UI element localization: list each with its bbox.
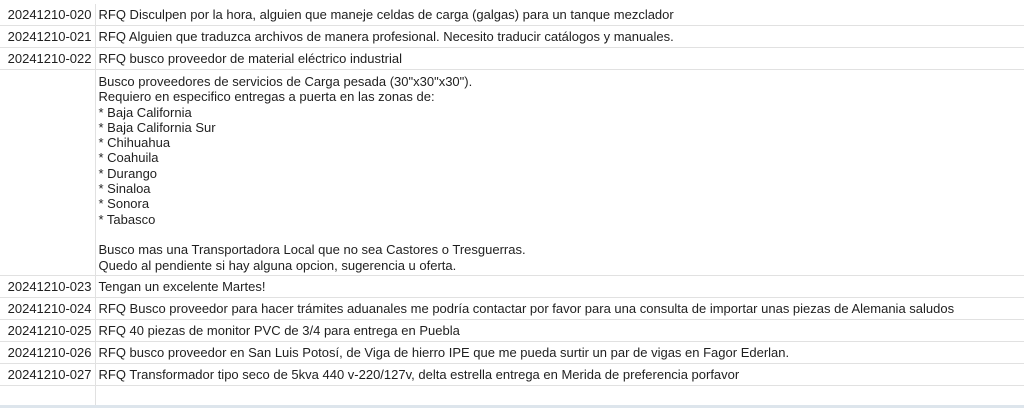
text-cell[interactable]: RFQ busco proveedor en San Luis Potosí, de Viga de hierro IPE que me pueda surtir un par de vigas en Fagor Ederlan.: [95, 341, 1024, 363]
text-cell[interactable]: RFQ Busco proveedor para hacer trámites aduanales me podría contactar por favor para una consulta de importar unas piezas de Alemania saludos: [95, 297, 1024, 319]
table-row: [0, 341, 1024, 363]
spreadsheet-grid: [0, 4, 1024, 408]
table-row: [0, 319, 1024, 341]
id-cell[interactable]: 20241210-026: [0, 341, 95, 363]
id-cell[interactable]: 20241210-023: [0, 275, 95, 297]
id-cell[interactable]: 20241210-024: [0, 297, 95, 319]
multiline-cell-text: Busco proveedores de servicios de Carga pesada (30"x30"x30"). Requiero en especifico entregas a puerta en las zonas de: * Baja California * Baja California Sur * Chihuahua * Coahuila * Durango * Sinaloa * Sonora * Tabasco Busco mas una Transportadora Local que no sea Castores o Tresguerras. Quedo al pendiente si hay alguna opcion, sugerencia u oferta.: [99, 72, 1024, 273]
table-row: [0, 26, 1024, 48]
table-row: [0, 4, 1024, 26]
text-cell[interactable]: [95, 70, 1024, 276]
id-cell[interactable]: 20241210-025: [0, 319, 95, 341]
text-cell[interactable]: RFQ Disculpen por la hora, alguien que maneje celdas de carga (galgas) para un tanque mezclador: [95, 4, 1024, 26]
table-row: [0, 70, 1024, 276]
table-row: [0, 363, 1024, 385]
id-cell[interactable]: 20241210-022: [0, 48, 95, 70]
text-cell[interactable]: RFQ Alguien que traduzca archivos de manera profesional. Necesito traducir catálogos y manuales.: [95, 26, 1024, 48]
id-cell[interactable]: 20241210-020: [0, 4, 95, 26]
table-row: [0, 297, 1024, 319]
table-row: [0, 48, 1024, 70]
text-cell[interactable]: RFQ Transformador tipo seco de 5kva 440 v-220/127v, delta estrella entrega en Merida de preferencia porfavor: [95, 363, 1024, 385]
text-cell[interactable]: RFQ busco proveedor de material eléctrico industrial: [95, 48, 1024, 70]
id-cell[interactable]: 20241210-027: [0, 363, 95, 385]
text-cell[interactable]: RFQ 40 piezas de monitor PVC de 3/4 para entrega en Puebla: [95, 319, 1024, 341]
table-row: [0, 275, 1024, 297]
text-cell[interactable]: Tengan un excelente Martes!: [95, 275, 1024, 297]
id-cell[interactable]: 20241210-021: [0, 26, 95, 48]
id-cell[interactable]: [0, 70, 95, 276]
